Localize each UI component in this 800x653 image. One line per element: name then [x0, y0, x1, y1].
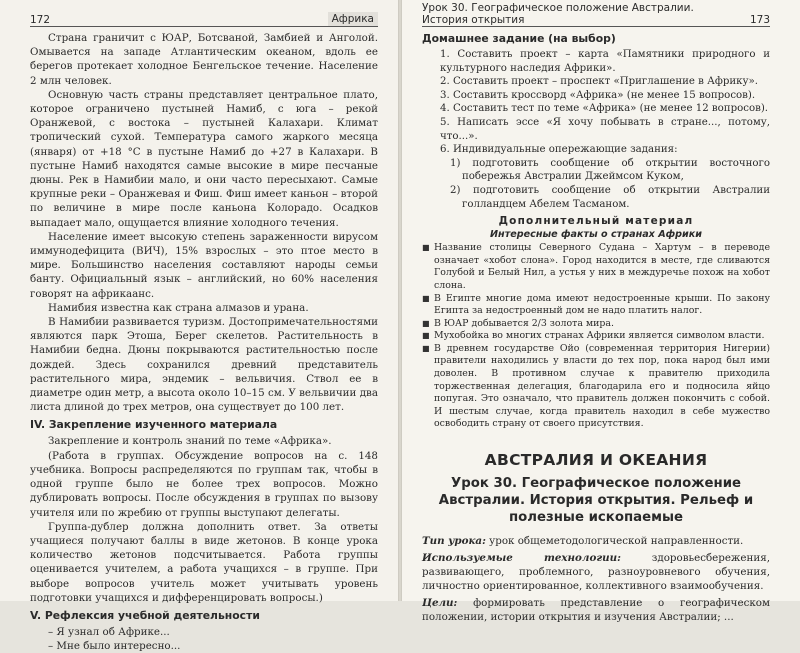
goals-label: Цели:	[422, 597, 458, 610]
homework-subitem: 1) подготовить сообщение об открытии восточного побережья Австралии Джеймсом Куком,	[450, 157, 770, 183]
fact-item: ■ В ЮАР добывается 2/3 золота мира.	[422, 318, 770, 331]
lesson-type-text: урок общеметодологической направленности.	[489, 535, 744, 548]
section-heading: АВСТРАЛИЯ И ОКЕАНИЯ	[484, 451, 708, 470]
homework-item: 4. Составить тест по теме «Африка» (не менее 12 вопросов).	[440, 103, 769, 115]
paragraph: Страна граничит с ЮАР, Ботсваной, Замбией и Анголой. Омывается на западе Атлантическим океаном, вдоль ее берегов протекает холодное Бенгельское течение. Население 2 млн человек.	[30, 32, 378, 87]
right-page-number: 173	[749, 14, 770, 26]
goals	[422, 596, 770, 624]
paragraph: В Намибии развивается туризм. Достопримечательностями являются парк Этоша, Берег скелетов. Растительность в Намибии бедна. Дюны покрываются растительностью после дождей. Здесь сохранился древний представитель растительного мира, эндемик – вельвичия. Ствол ее в диаметре один метр, а высота около 10–15 см. У вельвичии два листа длиной до трех метров, она существует до 100 лет.	[30, 316, 378, 414]
left-running-title: Африка	[328, 12, 378, 26]
right-page	[402, 0, 800, 624]
fact-item: ■ В Египте многие дома имеют недостроенные крыши. По закону Египта за недостроенный дом не надо платить налог.	[422, 293, 770, 318]
extra-material-heading: Дополнительный материал	[498, 215, 694, 228]
technologies	[422, 551, 770, 593]
extra-material-subheading: Интересные факты о странах Африки	[490, 229, 702, 241]
paragraph: Население имеет высокую степень зараженности вирусом иммунодефицита (ВИЧ), 15% взрослых – это птое место в мире. Большинство населения составляют народы семьи банту. Официальный язык – английский, но 60% населения говорят на африкаанс.	[30, 230, 378, 300]
section-v-heading: V. Рефлексия учебной деятельности	[30, 608, 260, 622]
paragraph: Основную часть страны представляет центральное плато, которое ограничено пустыней Намиб, с юга – рекой Оранжевой, с востока – пустыней Калахари. Климат тропический сухой. Температура самого жаркого месяца (января) от +18 °С в пустыне Намиб до +27 в Калахари. В пустыне Намиб находятся самые высокие в мире песчаные дюны. Рек в Намибии мало, и они часто пересыхают. Самые крупные реки – Оранжевая и Фиш. Фиш имеет каньон – второй по величине в мире после каньона Колорадо. Осадков выпадает мало, ощущается влияние холодного течения.	[30, 88, 378, 229]
section-iv-heading: IV. Закрепление изученного материала	[30, 418, 278, 432]
homework-subitem: 2) подготовить сообщение об открытии Австралии голландцем Абелем Тасманом.	[450, 184, 770, 210]
lesson-heading: Урок 30. Географическое положение Австралии. История открытия. Рельеф и полезные ископаемые	[438, 476, 754, 526]
left-running-head	[30, 6, 378, 27]
paragraph: Закрепление и контроль знаний по теме «Африка».	[48, 435, 332, 448]
facts-list	[422, 242, 770, 431]
paragraph: Группа-дублер должна дополнить ответ. За ответы учащиеся получают баллы в виде жетонов. В конце урока количество жетонов подсчитывается. Работа группы оценивается учителем, а работа учащихся – в группе. При выборе вопросов учитель может учитывать уровень подготовки учащихся и дифференцировать вопросы.)	[30, 520, 378, 604]
goals-text: формировать представление о географическом положении, истории открытия и изучения Австралии; ...	[422, 597, 770, 624]
homework-heading: Домашнее задание (на выбор)	[422, 32, 616, 45]
fact-item: ■ Мухобойка во многих странах Африки является символом власти.	[422, 330, 770, 343]
homework-list	[422, 48, 770, 211]
right-running-title: Урок 30. Географическое положение Австралии. История открытия	[422, 2, 694, 26]
fact-item: ■ В древнем государстве Ойо (современная территория Нигерии) правители находились у власти до тех пор, пока народ был ими доволен. В противном случае к правителю приходила торжественная делегация, благодарила его и подносила яйцо попугая. Это означало, что правитель должен покончить с собой. И шестым случае, когда правитель находил в себе мужество освободить страну от своего присутствия.	[422, 343, 770, 431]
homework-item: 5. Написать эссе «Я хочу побывать в стране..., потому, что...».	[440, 116, 770, 142]
reflection-item: – Мне было интересно...	[48, 640, 181, 653]
technologies-text: здоровьесбережения, развивающего, проблемного, разноуровневого обучения, личностно ориентированное, коллективного взаимообучения.	[422, 552, 770, 593]
lesson-type	[422, 534, 770, 548]
homework-item: 2. Составить проект – проспект «Приглашение в Африку».	[440, 76, 758, 88]
fact-item: ■ Название столицы Северного Судана – Хартум – в переводе означает «хобот слона». Город находится в месте, где сливаются Голубой и Белый Нил, а устья у них в междуречье похож на хобот слона.	[422, 242, 770, 292]
lesson-type-label: Тип урока:	[422, 535, 486, 548]
homework-item: 1. Составить проект – карта «Памятники природного и культурного наследия Африки».	[440, 49, 770, 74]
paragraph: Намибия известна как страна алмазов и урана.	[48, 301, 309, 314]
left-page	[0, 0, 398, 653]
right-running-head	[422, 2, 770, 27]
homework-item: 3. Составить кроссворд «Африка» (не менее 15 вопросов).	[440, 89, 756, 101]
technologies-label: Используемые технологии:	[422, 552, 621, 565]
reflection-item: – Я узнал об Африке...	[48, 625, 170, 638]
left-page-number: 172	[30, 14, 51, 26]
homework-item: 6. Индивидуальные опережающие задания:	[440, 144, 678, 156]
paragraph: (Работа в группах. Обсуждение вопросов на с. 148 учебника. Вопросы распределяются по группам так, чтобы в одной группе было не более трех вопросов. Можно дублировать вопросы. После обсуждения в группах по вызову учителя или по жребию от группы выступают делегаты.	[30, 449, 378, 519]
